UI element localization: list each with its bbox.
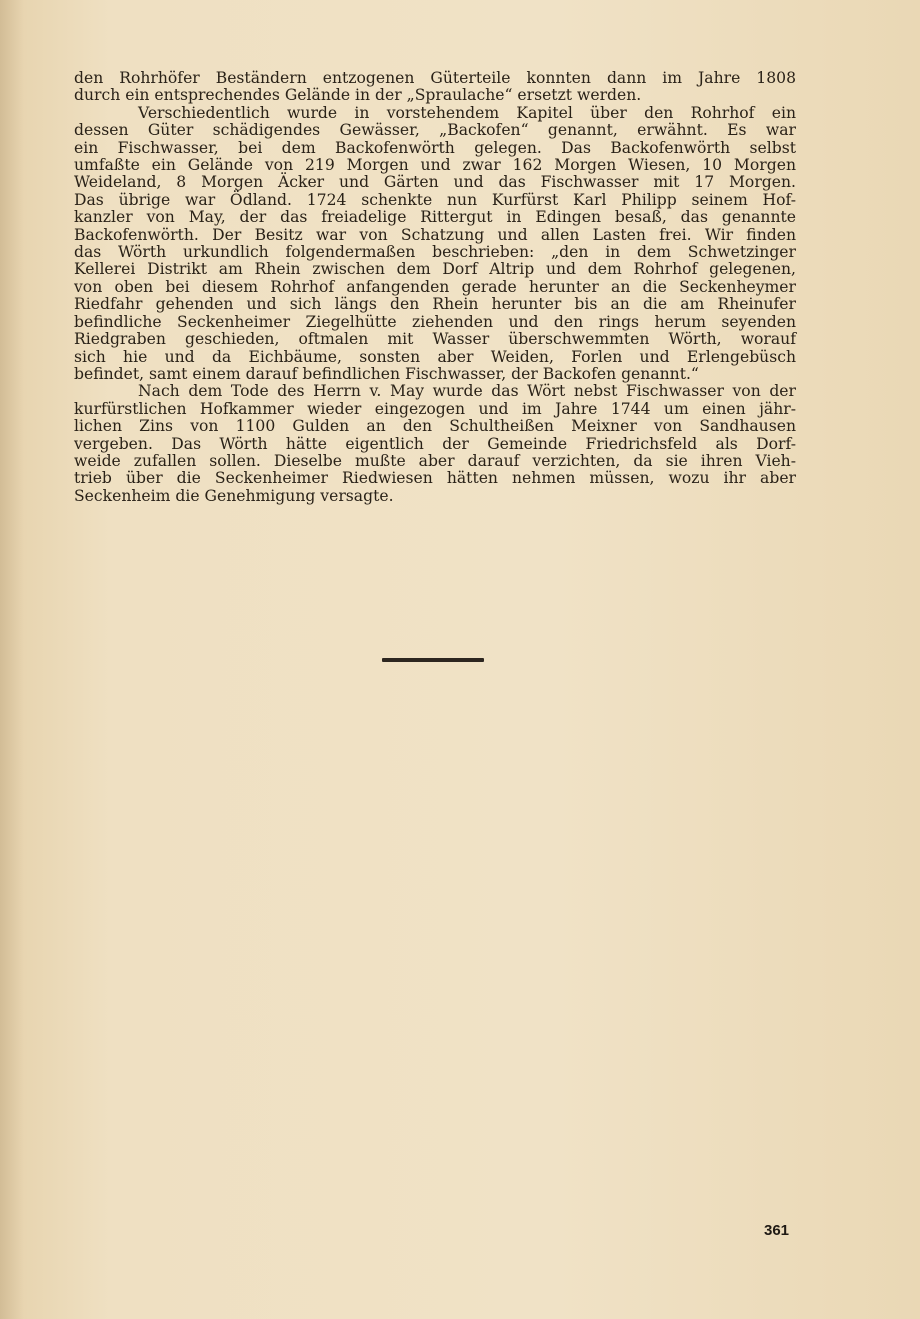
- text-line: sich hie und da Eichbäume, sonsten aber Weiden, Forlen und Erlengebüsch: [74, 347, 796, 366]
- text-line: das Wörth urkundlich folgendermaßen beschrieben: „den in dem Schwetzinger: [74, 243, 796, 262]
- text-line: weide zufallen sollen. Dieselbe mußte aber darauf verzichten, da sie ihren Vieh-: [74, 451, 796, 470]
- page-edge-shadow: [0, 0, 24, 1319]
- text-line: umfaßte ein Gelände von 219 Morgen und zwar 162 Morgen Wiesen, 10 Morgen: [74, 156, 796, 175]
- text-line: Verschiedentlich wurde in vorstehendem Kapitel über den Rohrhof ein: [138, 103, 796, 122]
- text-line: Kellerei Distrikt am Rhein zwischen dem Dorf Altrip und dem Rohrhof gelegenen,: [74, 260, 796, 279]
- text-line: von oben bei diesem Rohrhof anfangenden gerade herunter an die Seckenheymer: [74, 277, 796, 296]
- text-line: Seckenheim die Genehmigung versagte.: [74, 486, 394, 505]
- text-line: Weideland, 8 Morgen Äcker und Gärten und das Fischwasser mit 17 Morgen.: [74, 173, 796, 192]
- text-line: den Rohrhöfer Beständern entzogenen Güterteile konnten dann im Jahre 1808: [74, 69, 796, 87]
- text-line: durch ein entsprechendes Gelände in der „Spraulache“ ersetzt werden.: [74, 86, 642, 105]
- text-line: dessen Güter schädigendes Gewässer, „Backofen“ genannt, erwähnt. Es war: [74, 121, 796, 140]
- paragraph: [74, 70, 796, 105]
- text-line: Das übrige war Ödland. 1724 schenkte nun Kurfürst Karl Philipp seinem Hof-: [74, 190, 796, 209]
- text-line: lichen Zins von 1100 Gulden an den Schultheißen Meixner von Sandhausen: [74, 417, 796, 436]
- text-line: Riedgraben geschieden, oftmalen mit Wasser überschwemmten Wörth, worauf: [74, 330, 796, 349]
- text-line: trieb über die Seckenheimer Riedwiesen hätten nehmen müssen, wozu ihr aber: [74, 469, 796, 488]
- body-text: [74, 70, 796, 505]
- text-line: Backofenwörth. Der Besitz war von Schatzung und allen Lasten frei. Wir finden: [74, 225, 796, 244]
- text-line: Riedfahr gehenden und sich längs den Rhein herunter bis an die am Rheinufer: [74, 295, 796, 314]
- text-line: Nach dem Tode des Herrn v. May wurde das Wört nebst Fischwasser von der: [138, 382, 796, 401]
- page-number: 361: [764, 1222, 790, 1239]
- paragraph: [74, 105, 796, 384]
- text-line: ein Fischwasser, bei dem Backofenwörth gelegen. Das Backofenwörth selbst: [74, 138, 796, 157]
- text-line: vergeben. Das Wörth hätte eigentlich der Gemeinde Friedrichsfeld als Dorf-: [74, 434, 796, 453]
- section-divider: [382, 658, 484, 662]
- text-line: befindet, samt einem darauf befindlichen Fischwasser, der Backofen genannt.“: [74, 364, 699, 383]
- text-line: kurfürstlichen Hofkammer wieder eingezogen und im Jahre 1744 um einen jähr-: [74, 399, 796, 418]
- paragraph: [74, 383, 796, 505]
- text-line: befindliche Seckenheimer Ziegelhütte ziehenden und den rings herum seyenden: [74, 312, 796, 331]
- text-line: kanzler von May, der das freiadelige Rittergut in Edingen besaß, das genannte: [74, 208, 796, 227]
